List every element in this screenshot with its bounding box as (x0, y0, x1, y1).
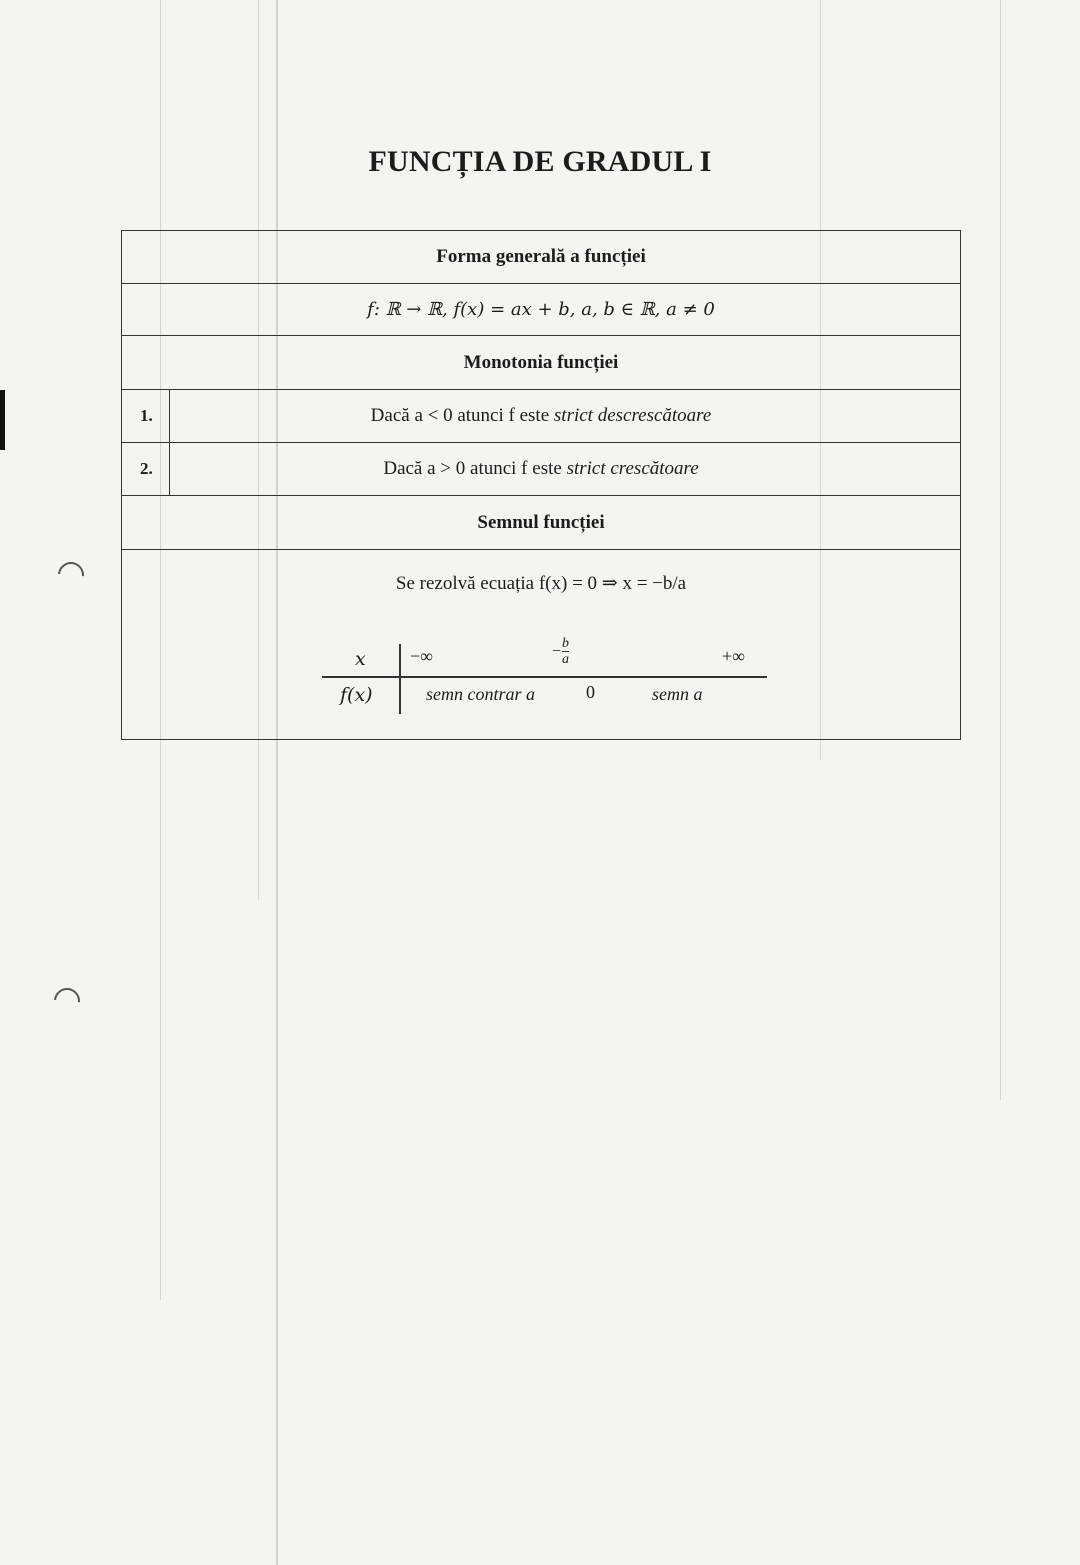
sign-table-fx-label: f(x) (340, 684, 373, 706)
item-monotony-type: strict descrescătoare (553, 405, 712, 426)
punch-hole-mark (53, 557, 90, 594)
monotony-item (121, 443, 961, 496)
sign-table (322, 636, 772, 716)
item-condition: Dacă a > 0 atunci f este (383, 458, 567, 479)
sign-section (121, 550, 961, 740)
sign-table-right-sign: semn a (652, 684, 703, 704)
scan-edge-mark (0, 390, 5, 450)
item-condition: Dacă a < 0 atunci f este (370, 405, 554, 426)
sign-table-x-label: x (355, 648, 366, 670)
sign-table-minus-infinity: −∞ (410, 646, 433, 666)
root-numerator: b (562, 636, 569, 651)
sign-table-left-sign: semn contrar a (426, 684, 535, 704)
item-number: 1. (122, 390, 170, 442)
item-number: 2. (122, 443, 170, 495)
page-title: FUNCȚIA DE GRADUL I (368, 145, 712, 178)
item-text (383, 458, 698, 480)
sign-table-plus-infinity: +∞ (722, 646, 745, 666)
sign-table-vertical-rule (399, 644, 401, 714)
monotony-heading: Monotonia funcției (121, 336, 961, 390)
root-denominator: a (562, 652, 569, 667)
sign-table-horizontal-rule (322, 676, 767, 678)
item-monotony-type: strict crescătoare (566, 458, 699, 479)
punch-hole-mark (49, 983, 86, 1020)
sign-heading: Semnul funcției (121, 496, 961, 550)
monotony-item (121, 390, 961, 443)
summary-table (121, 230, 961, 740)
general-form-formula: f: ℝ → ℝ, f(x) = ax + b, a, b ∈ ℝ, a ≠ 0 (121, 284, 961, 336)
item-text (371, 405, 712, 427)
sign-table-zero: 0 (586, 682, 595, 702)
sign-equation: Se rezolvă ecuația f(x) = 0 ⇒ x = −b/a (395, 573, 687, 594)
root-minus: − (552, 643, 562, 660)
sign-table-root (552, 636, 569, 667)
general-form-heading: Forma generală a funcției (121, 230, 961, 284)
